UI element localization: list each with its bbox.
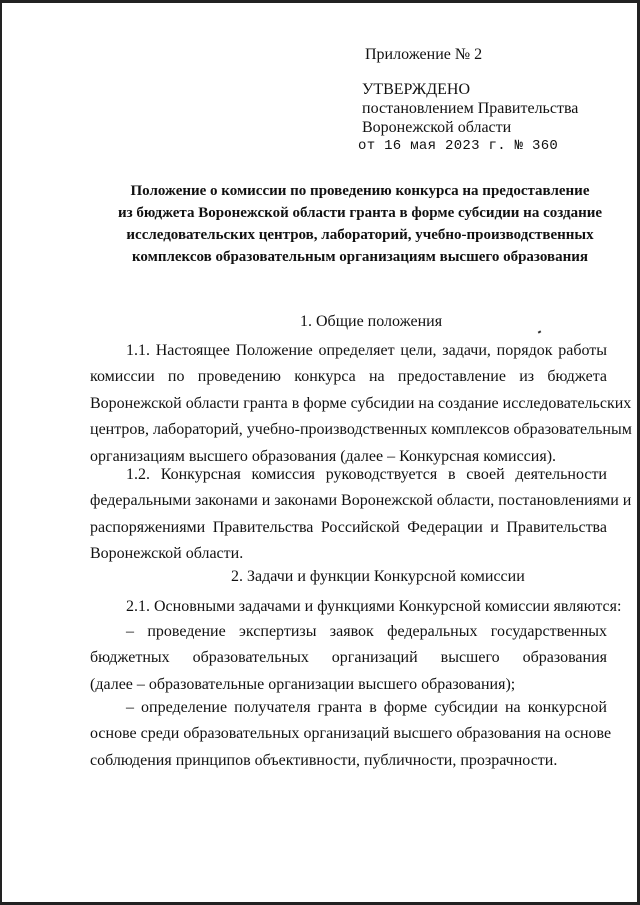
section-1-heading: 1. Общие положения bbox=[300, 313, 443, 330]
text-line: 1.1. Настоящее Положение определяет цели, задачи, порядок работы bbox=[126, 342, 607, 359]
approval-date: от 16 мая 2023 г. № 360 bbox=[358, 138, 559, 154]
text-line: бюджетных образовательных организаций высшего образования bbox=[90, 649, 607, 667]
text-line: 1.2. Конкурсная комиссия руководствуется в своей деятельности bbox=[126, 466, 607, 483]
text-line: 2.1. Основными задачами и функциями Конкурсной комиссии являются: bbox=[126, 598, 622, 615]
approval-block bbox=[358, 80, 579, 156]
title-line: из бюджета Воронежской области гранта в форме субсидии на создание bbox=[117, 205, 603, 221]
scan-speck bbox=[538, 330, 542, 333]
document-title bbox=[80, 180, 640, 268]
title-line: комплексов образовательным организациям высшего образования bbox=[131, 249, 589, 265]
title-line: Положение о комиссии по проведению конкурса на предоставление bbox=[130, 183, 590, 199]
text-line: основе среди образовательных организаций высшего образования на основе bbox=[90, 725, 612, 743]
approval-line-1: постановлением Правительства bbox=[362, 100, 579, 117]
text-line: соблюдения принципов объективности, публичности, прозрачности. bbox=[90, 751, 558, 769]
approval-line-2: Воронежской области bbox=[362, 119, 512, 136]
text-line: – определение получателя гранта в форме субсидии на конкурсной bbox=[126, 699, 607, 716]
text-line: комиссии по проведению конкурса на предоставление из бюджета bbox=[90, 368, 607, 386]
text-line: организациям высшего образования (далее – Конкурсная комиссия). bbox=[90, 447, 557, 465]
appendix-label: Приложение № 2 bbox=[365, 46, 483, 63]
scan-border-top bbox=[0, 0, 640, 3]
paragraph-2-1-item-1 bbox=[90, 619, 607, 698]
text-line: федеральными законами и законами Воронежской области, постановлениями и bbox=[90, 492, 632, 510]
text-line: распоряжениями Правительства Российской Федерации и Правительства bbox=[90, 518, 607, 536]
text-line: Воронежской области. bbox=[90, 545, 244, 563]
paragraph-1-2 bbox=[90, 462, 632, 568]
scan-border-left bbox=[0, 0, 2, 905]
paragraph-2-1-item-2 bbox=[90, 695, 612, 774]
paragraph-2-1 bbox=[90, 594, 622, 620]
paragraph-1-1 bbox=[90, 338, 632, 470]
text-line: – проведение экспертизы заявок федеральных государственных bbox=[126, 623, 607, 640]
section-2-heading: 2. Задачи и функции Конкурсной комиссии bbox=[231, 568, 525, 585]
text-line: Воронежской области гранта в форме субсидии на создание исследовательских bbox=[90, 394, 632, 412]
title-line: исследовательских центров, лабораторий, учебно-производственных bbox=[126, 227, 594, 243]
text-line: (далее – образовательные организации высшего образования); bbox=[90, 675, 516, 693]
approved-stamp: УТВЕРЖДЕНО bbox=[362, 81, 471, 98]
text-line: центров, лабораторий, учебно-производственных комплексов образовательным bbox=[90, 421, 632, 439]
